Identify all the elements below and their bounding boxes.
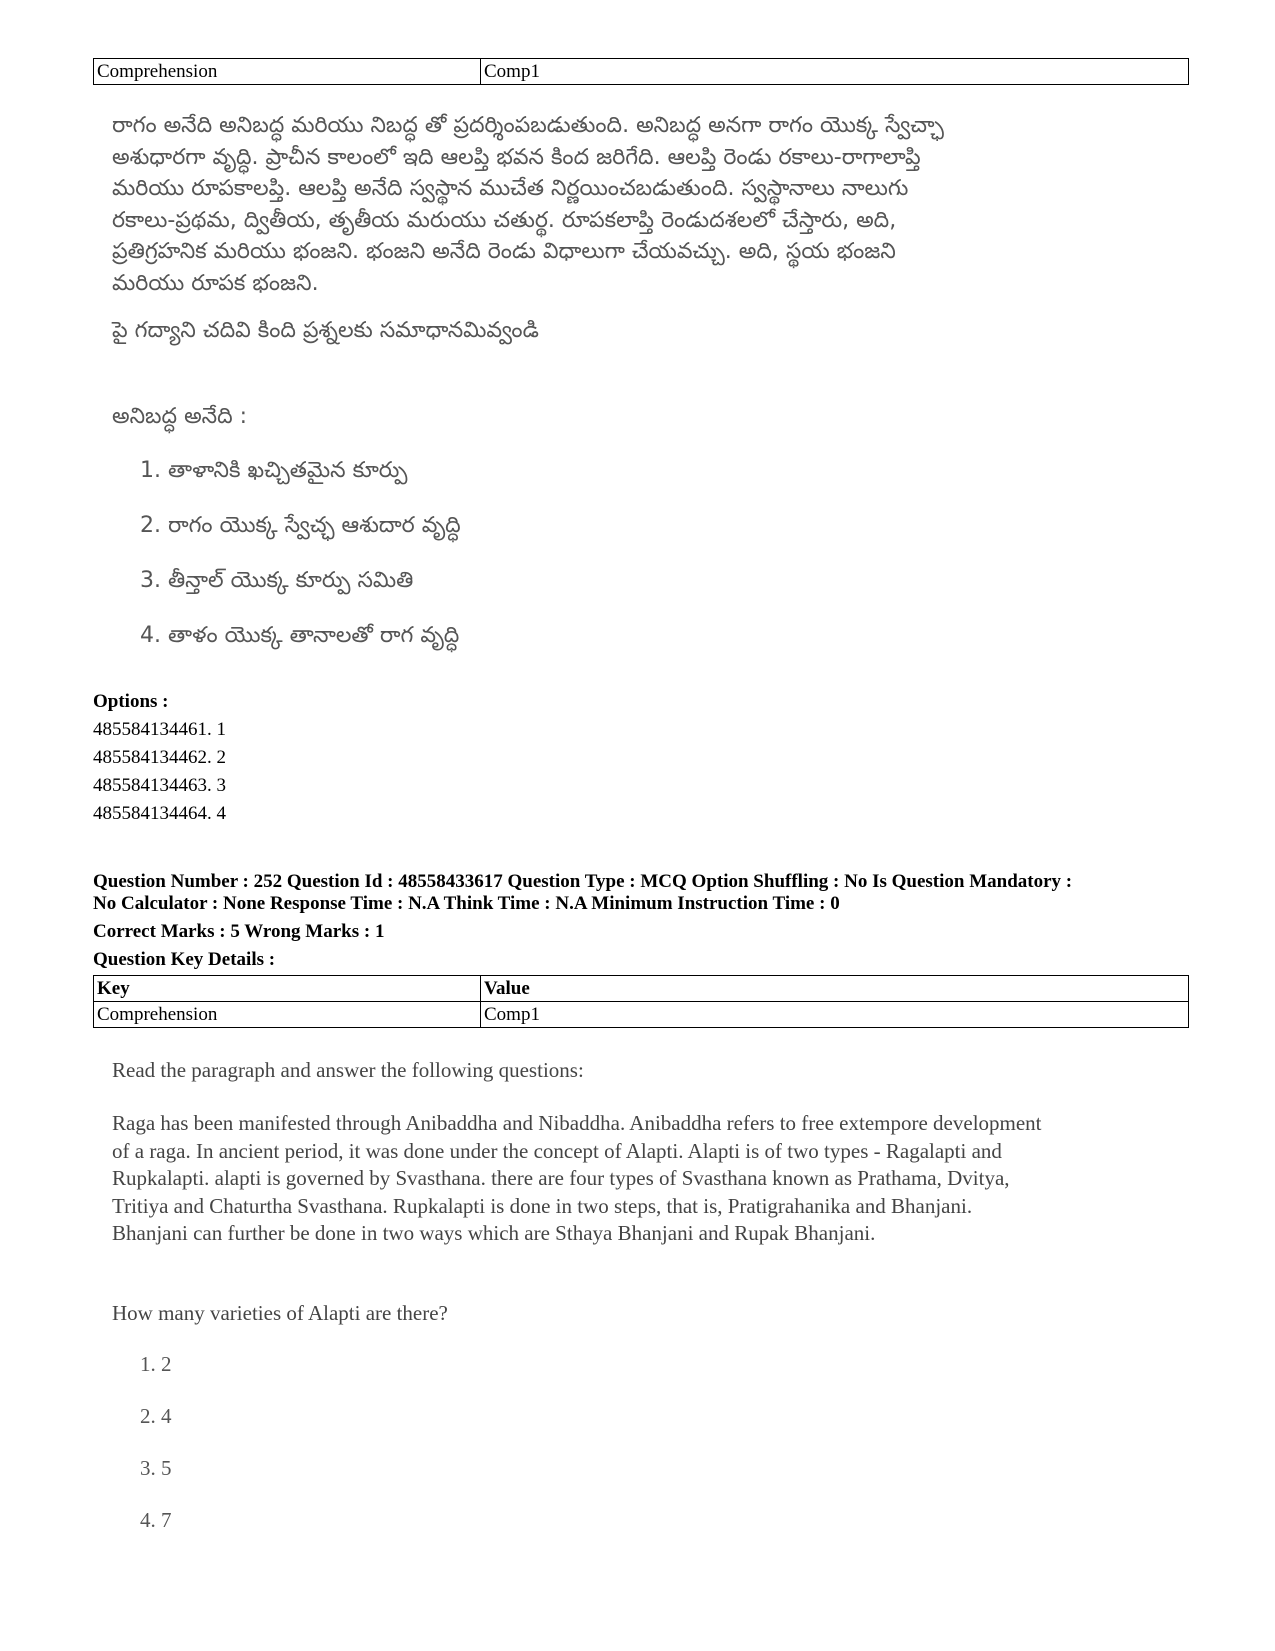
option-id: 485584134461. 1	[93, 719, 226, 740]
value-cell: Comp1	[481, 59, 1189, 85]
option-item: 3. 5	[140, 1456, 172, 1480]
passage-line: మరియు రూపకాలప్తి. ఆలప్తి అనేది స్వస్థాన ముచేత నిర్ణయించబడుతుంది. స్వస్థానాలు నాలుగు	[112, 176, 909, 201]
english-question: How many varieties of Alapti are there?	[112, 1301, 448, 1325]
table-header-row	[94, 976, 1189, 1002]
telugu-instruction: పై గద్యాని చదివి కింది ప్రశ్నలకు సమాధానమివ్వండి	[112, 318, 539, 343]
top-key-table	[93, 58, 1189, 85]
passage-line: రకాలు-ప్రథమ, ద్వితీయ, తృతీయ మరుయు చతుర్థ. రూపకలాప్తి రెండుదశలలో చేస్తారు, అది,	[112, 207, 897, 233]
telugu-question: అనిబద్ధ అనేది :	[112, 404, 248, 429]
key-details-heading: Question Key Details :	[93, 949, 276, 970]
key-cell: Comprehension	[94, 1002, 481, 1028]
passage-line: of a raga. In ancient period, it was done under the concept of Alapti. Alapti is of two types - Ragalapti and	[112, 1138, 1002, 1163]
value-cell: Comp1	[481, 1002, 1189, 1028]
passage-line: Raga has been manifested through Anibaddha and Nibaddha. Anibaddha refers to free extempore development	[112, 1111, 1042, 1135]
option-item: 3. తీన్తాల్ యొక్క కూర్పు సమితి	[140, 568, 414, 593]
option-item: 2. రాగం యొక్క స్వేచ్ఛ ఆశుదార వృద్ధి	[140, 513, 461, 538]
english-passage	[112, 1110, 1192, 1248]
passage-line: అశుధారగా వృద్ధి. ప్రాచీన కాలంలో ఇది ఆలప్తి భవన కింద జరిగేది. ఆలప్తి రెండు రకాలు-రాగాలాప్తి	[112, 144, 921, 170]
option-item: 4. 7	[140, 1508, 172, 1532]
key-cell: Comprehension	[94, 59, 481, 85]
option-id: 485584134462. 2	[93, 747, 226, 768]
english-instruction: Read the paragraph and answer the following questions:	[112, 1058, 584, 1082]
question-meta	[93, 871, 1203, 915]
option-id: 485584134464. 4	[93, 803, 226, 824]
header-key: Key	[94, 976, 481, 1002]
key-details-table	[93, 975, 1189, 1028]
options-heading: Options :	[93, 691, 169, 712]
option-item: 4. తాళం యొక్క తానాలతో రాగ వృద్ధి	[140, 623, 460, 648]
meta-line: Question Number : 252 Question Id : 48558433617 Question Type : MCQ Option Shuffling : No Is Question Mandatory :	[93, 871, 1073, 892]
option-item: 1. తాళానికి ఖచ్చితమైన కూర్పు	[140, 458, 408, 483]
option-item: 1. 2	[140, 1352, 172, 1376]
marks-line: Correct Marks : 5 Wrong Marks : 1	[93, 921, 385, 942]
header-value: Value	[481, 976, 1189, 1002]
passage-line: మరియు రూపక భంజని.	[112, 270, 319, 296]
meta-line: No Calculator : None Response Time : N.A Think Time : N.A Minimum Instruction Time : 0	[93, 893, 840, 914]
passage-line: ప్రతిగ్రహనిక మరియు భంజని. భంజని అనేది రెండు విధాలుగా చేయవచ్చు. అది, స్థయ భంజని	[112, 239, 896, 264]
option-id: 485584134463. 3	[93, 775, 226, 796]
passage-line: Bhanjani can further be done in two ways which are Sthaya Bhanjani and Rupak Bhanjani.	[112, 1221, 876, 1245]
table-row	[94, 1002, 1189, 1028]
table-row	[94, 59, 1189, 85]
option-item: 2. 4	[140, 1404, 172, 1428]
telugu-passage	[112, 110, 1192, 299]
passage-line: Rupkalapti. alapti is governed by Svasthana. there are four types of Svasthana known as Prathama, Dvitya,	[112, 1166, 1010, 1190]
passage-line: Tritiya and Chaturtha Svasthana. Rupkalapti is done in two steps, that is, Pratigrahanika and Bhanjani.	[112, 1193, 973, 1218]
passage-line: రాగం అనేది అనిబద్ధ మరియు నిబద్ధ తో ప్రదర్శింపబడుతుంది. అనిబద్ధ అనగా రాగం యొక్క స్వేచ్ఛా	[112, 113, 944, 138]
